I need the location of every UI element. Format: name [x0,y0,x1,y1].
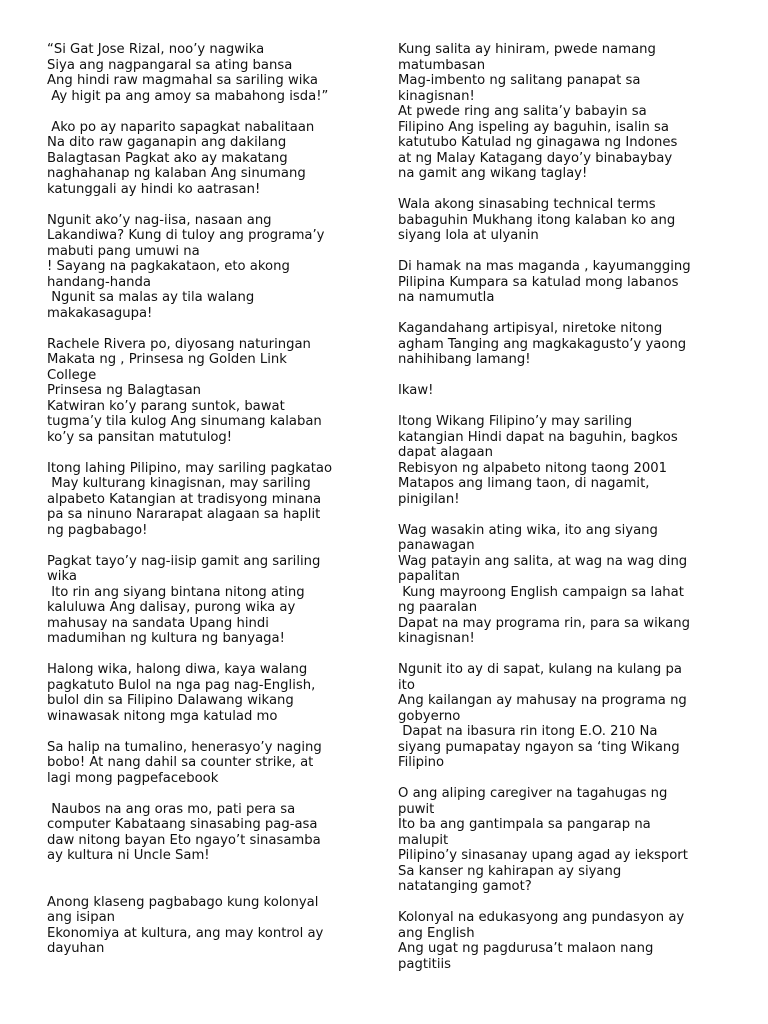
stanza [398,383,728,399]
text-line: panawagan [398,538,475,553]
text-line: Kung mayroong English campaign sa lahat [398,584,684,600]
text-line: babaguhin Mukhang itong kalaban ko ang [398,212,676,228]
text-line: at ng Malay Katagang dayo’y binabaybay [398,150,673,166]
text-line: agham Tanging ang magkakagusto’y yaong [398,336,687,352]
text-line: bulol din sa Filipino Dalawang wikang [47,693,294,708]
text-line: Ang ugat ng pagdurusa’t malaon nang [398,941,654,956]
text-line: Halong wika, halong diwa, kaya walang [47,662,308,677]
text-line: ng paaralan [398,600,478,615]
text-line: bobo! At nang dahil sa counter strike, at [47,755,314,770]
text-line: mabuti pang umuwi na [47,243,200,259]
text-line: Na dito raw gaganapin ang dakilang [47,135,287,150]
stanza [398,523,728,647]
text-line: malupit [398,832,449,848]
text-line: Ito rin ang siyang bintana nitong ating [47,584,305,600]
stanza [398,414,728,507]
text-line: Itong Wikang Filipino’y may sariling [398,414,633,429]
text-line: Pagkat tayo’y nag-iisip gamit ang sariling [47,553,321,569]
text-line: ang isipan [47,910,116,925]
stanza [47,554,367,647]
text-line: Sa kanser ng kahirapan ay siyang [398,863,622,879]
stanza [47,213,367,322]
stanza [47,120,367,198]
text-line: Wala akong sinasabing technical terms [398,197,656,212]
text-line: lagi mong pagpefacebook [47,770,219,786]
text-line: Itong lahing Pilipino, may sariling pagkatao [47,460,333,476]
text-line: puwit [398,801,435,817]
text-line: na namumutla [398,290,495,305]
text-line: Ay higit pa ang amoy sa mabahong isda!” [47,88,329,104]
text-line: Lakandiwa? Kung di tuloy ang programa’y [47,228,325,243]
text-line: kinagisnan! [398,631,475,646]
stanza [398,662,728,771]
text-line: matumbasan [398,57,486,73]
text-line: ! Sayang na pagkakataon, eto akong [47,259,290,274]
text-line: Anong klaseng pagbabago kung kolonyal [47,894,319,910]
text-line: handang-handa [47,274,151,290]
text-line: Ang kailangan ay mahusay na programa ng [398,693,687,708]
stanza [47,895,367,957]
text-line: pagtitiis [398,956,452,972]
text-line: Kolonyal na edukasyong ang pundasyon ay [398,910,685,925]
text-line: na gamit ang wikang taglay! [398,166,588,181]
text-line: pinigilan! [398,491,460,507]
text-line: ito [398,677,415,693]
text-line: Mag-imbento ng salitang panapat sa [398,73,641,88]
stanza [47,662,367,724]
stanza [398,197,728,244]
text-line: mahusay na sandata Upang hindi [47,615,269,631]
text-line: O ang aliping caregiver na tagahugas ng [398,786,668,801]
text-line: wika [47,569,77,584]
text-line: Dapat na may programa rin, para sa wikang [398,615,690,631]
text-line: Rachele Rivera po, diyosang naturingan [47,336,311,352]
text-line: tugma’y tila kulog Ang sinumang kalaban [47,414,322,429]
text-line: Filipino Ang ispeling ay baguhin, isalin sa [398,119,669,135]
text-line: Sa halip na tumalino, henerasyo’y naging [47,739,322,755]
stanza [47,42,367,104]
text-line: Ako po ay naparito sapagkat nabalitaan [47,119,315,135]
stanza [398,910,728,972]
stanza [398,259,728,306]
stanza [47,461,367,539]
text-line: ay kultura ni Uncle Sam! [47,848,210,863]
text-line: katunggali ay hindi ko aatrasan! [47,181,261,197]
text-line: Kagandahang artipisyal, niretoke nitong [398,321,663,336]
text-line: naghahanap ng kalaban Ang sinumang [47,166,306,181]
stanza [398,786,728,895]
text-line: Ito ba ang gantimpala sa pangarap na [398,817,651,832]
text-line: kinagisnan! [398,88,475,104]
text-line: dapat alagaan [398,445,493,460]
text-line: siyang lola at ulyanin [398,228,539,243]
text-line: ang English [398,925,475,941]
text-line: Dapat na ibasura rin itong E.O. 210 Na [398,724,658,739]
text-line: May kulturang kinagisnan, may sariling [47,476,311,491]
text-line: “Si Gat Jose Rizal, noo’y nagwika [47,42,265,57]
stanza [47,740,367,787]
text-line: siyang pumapatay ngayon sa ‘ting Wikang [398,739,680,755]
text-line: Pilipino’y sinasanay upang agad ay ieksport [398,848,688,863]
text-line: Filipino [398,755,445,770]
text-line: Ngunit sa malas ay tila walang [47,290,255,305]
text-line: Ikaw! [398,383,434,398]
text-line: daw nitong bayan Eto ngayo’t sinasamba [47,832,321,848]
text-line: Ngunit ako’y nag-iisa, nasaan ang [47,212,272,228]
text-line: pa sa ninuno Nararapat alagaan sa haplit [47,507,321,522]
text-line: ko’y sa pansitan matutulog! [47,429,233,445]
text-line: Siya ang nagpangaral sa ating bansa [47,57,293,73]
text-line: natatanging gamot? [398,879,532,894]
text-line: dayuhan [47,941,105,956]
stanza [398,42,728,182]
text-line: katangian Hindi dapat na baguhin, bagkos [398,429,678,445]
text-line: winawasak nitong mga katulad mo [47,708,278,724]
text-line: Balagtasan Pagkat ako ay makatang [47,150,288,166]
text-line: ng pagbabago! [47,522,148,538]
text-line: pagkatuto Bulol na nga pag nag-English, [47,677,316,693]
stanza [47,802,367,864]
text-line: Katwiran ko’y parang suntok, bawat [47,398,285,414]
text-line: madumihan ng kultura ng banyaga! [47,631,285,646]
text-line: computer Kabataang sinasabing pag-asa [47,817,318,832]
text-line: Ekonomiya at kultura, ang may kontrol ay [47,925,324,941]
text-line: Makata ng , Prinsesa ng Golden Link [47,352,287,367]
text-line: Wag patayin ang salita, at wag na wag ding [398,553,688,569]
text-line: gobyerno [398,708,461,724]
text-line: Di hamak na mas maganda , kayumangging [398,259,691,274]
right-column [398,42,728,988]
text-line: Wag wasakin ating wika, ito ang siyang [398,522,658,538]
text-line: kaluluwa Ang dalisay, purong wika ay [47,600,296,615]
text-line: papalitan [398,569,460,584]
left-column [47,42,367,972]
text-line: katutubo Katulad ng ginagawa ng Indones [398,135,678,150]
stanza [398,321,728,368]
text-line: alpabeto Katangian at tradisyong minana [47,491,322,507]
text-line: Ngunit ito ay di sapat, kulang na kulang pa [398,662,682,677]
stanza [47,337,367,446]
text-line: Rebisyon ng alpabeto nitong taong 2001 [398,460,668,476]
text-line: Pilipina Kumpara sa katulad mong labanos [398,274,679,290]
text-line: makakasagupa! [47,305,153,321]
text-line: nahihibang lamang! [398,352,531,367]
text-line: Ang hindi raw magmahal sa sariling wika [47,73,318,88]
text-line: Prinsesa ng Balagtasan [47,383,202,398]
text-line: At pwede ring ang salita’y babayin sa [398,104,647,119]
text-line: College [47,367,97,383]
text-line: Matapos ang limang taon, di nagamit, [398,476,650,491]
text-line: Kung salita ay hiniram, pwede namang [398,42,656,57]
text-line: Naubos na ang oras mo, pati pera sa [47,801,296,817]
